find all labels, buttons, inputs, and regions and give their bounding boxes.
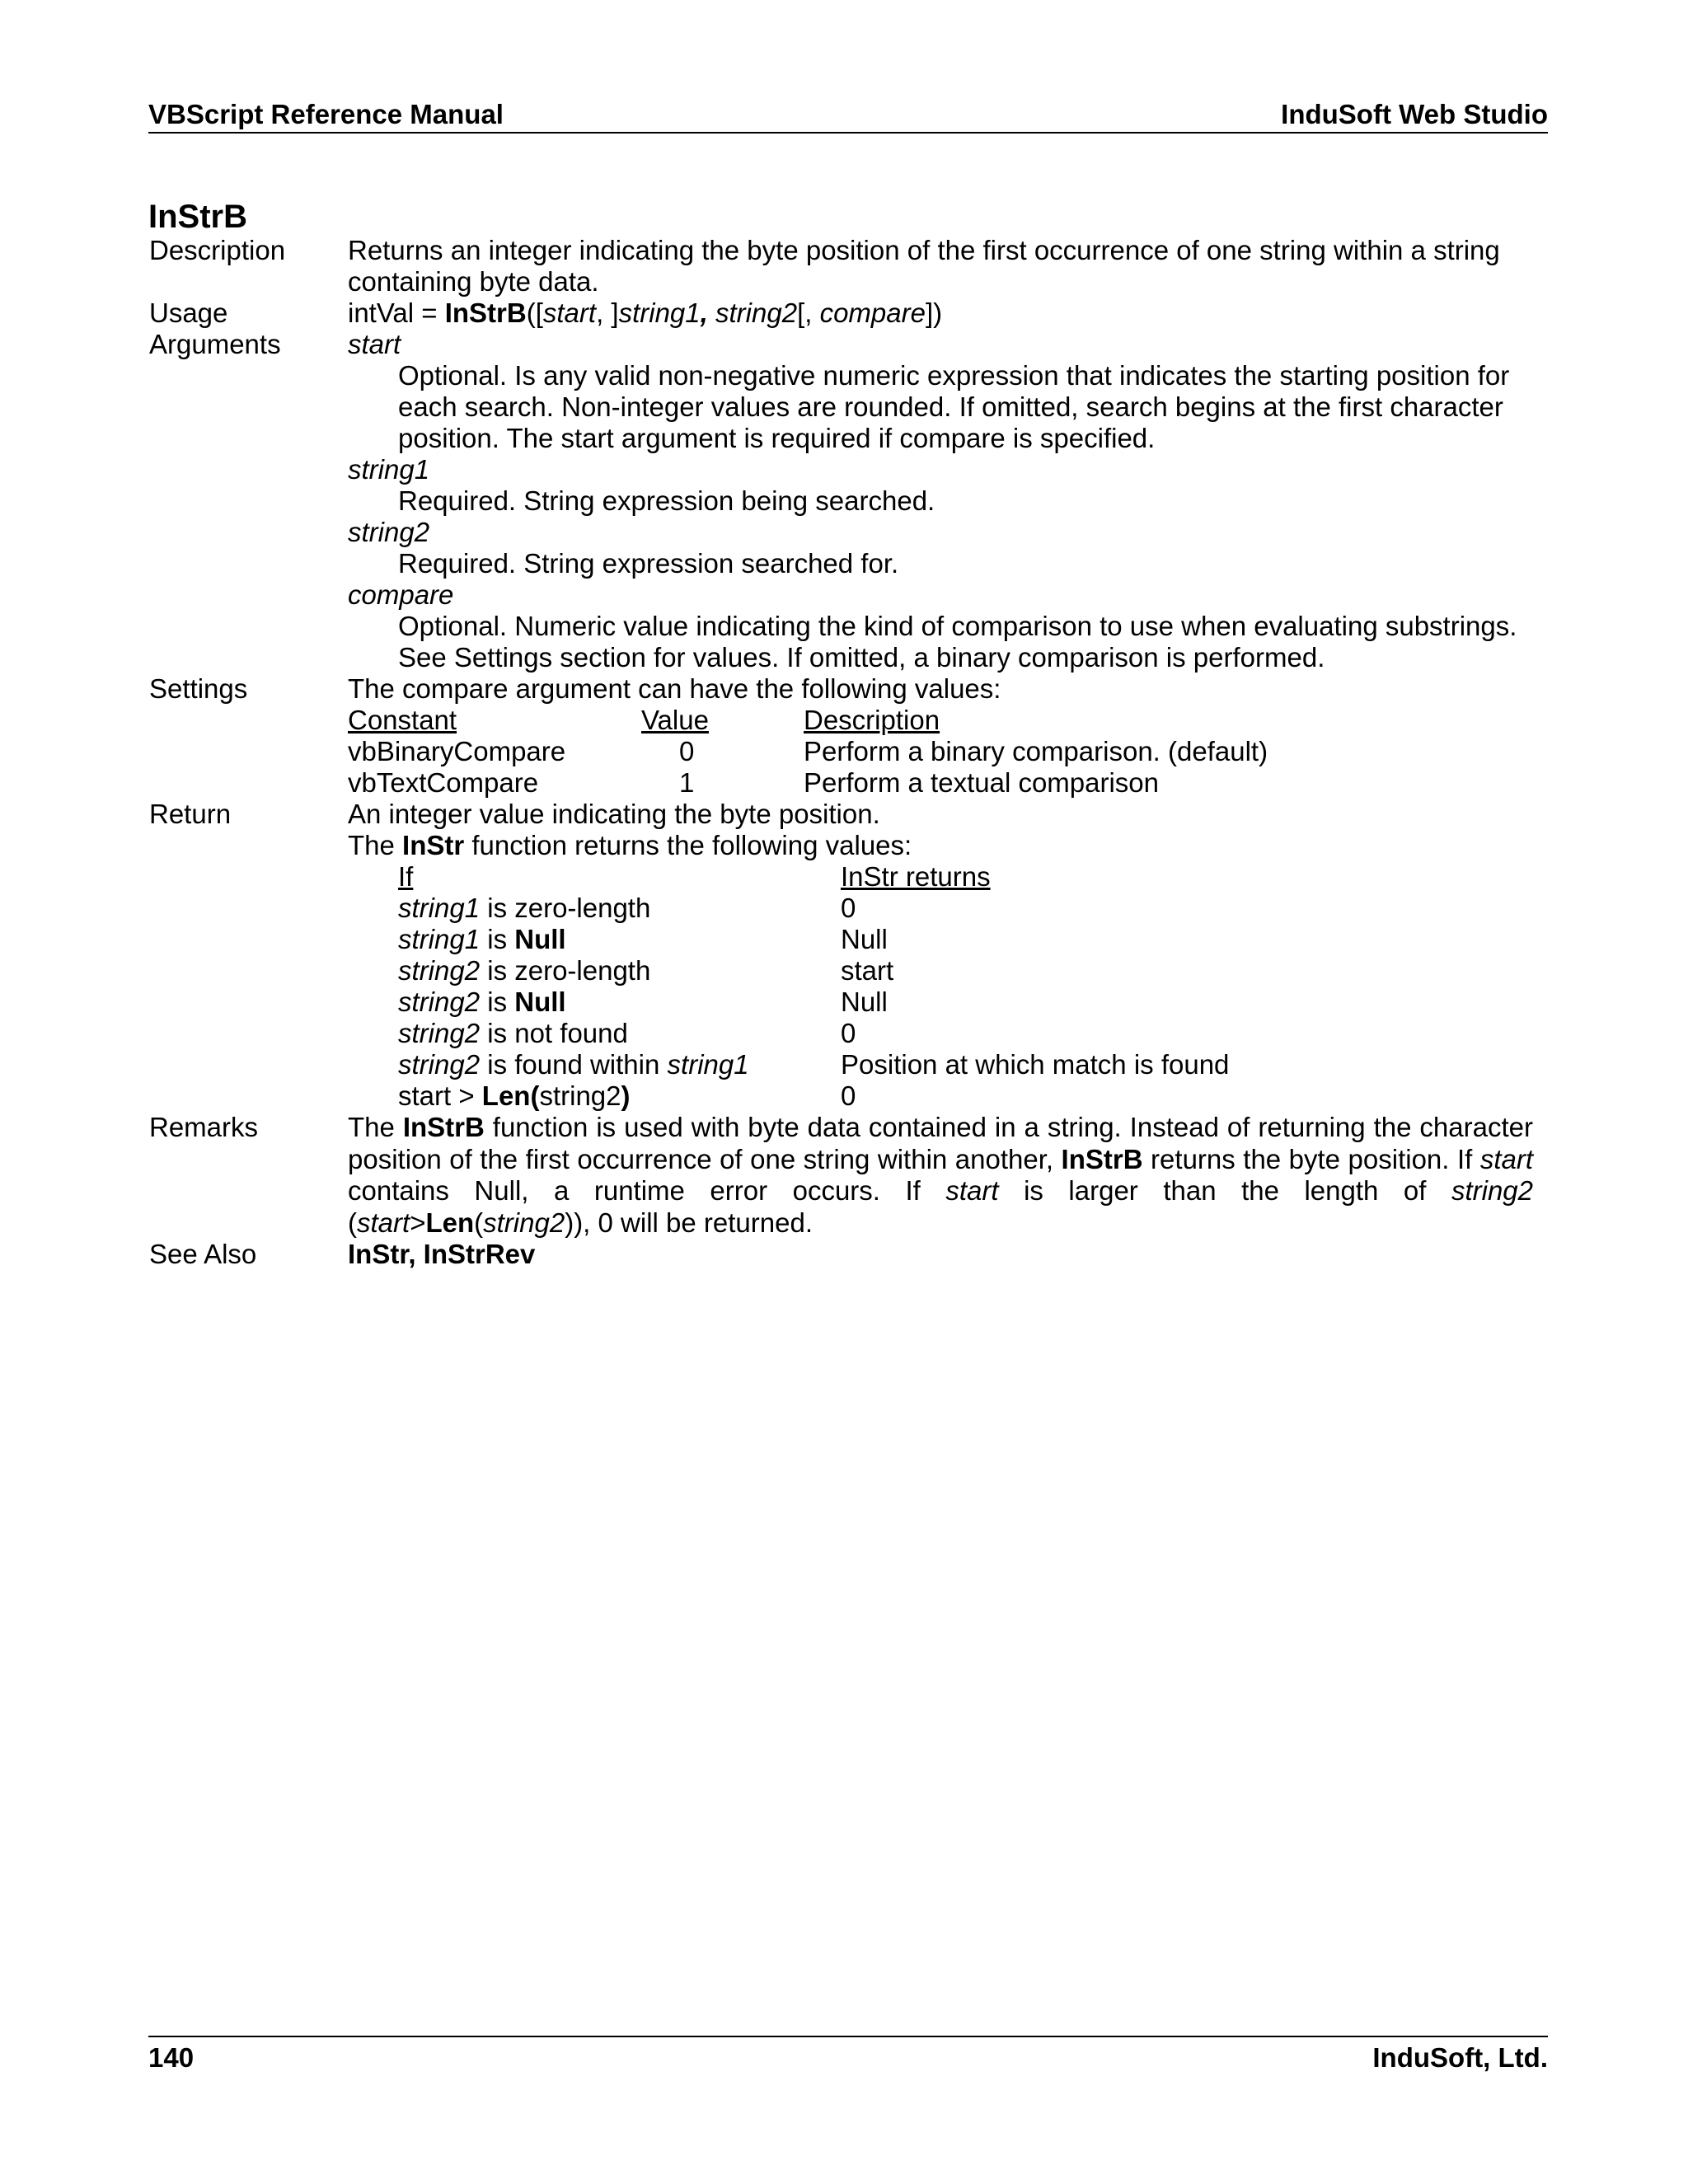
running-header-left: VBScript Reference Manual xyxy=(148,99,504,129)
see-also-links: InStr, InStrRev xyxy=(348,1239,536,1269)
return-header-result: InStr returns xyxy=(841,861,991,892)
settings-row-1-value: 0 xyxy=(679,736,695,766)
argument-compare-line-2: See Settings section for values. If omitted, a binary comparison is performed. xyxy=(398,642,1325,673)
label-see-also: See Also xyxy=(149,1239,257,1269)
header-rule xyxy=(148,132,1548,134)
label-return: Return xyxy=(149,799,232,829)
argument-name-string2: string2 xyxy=(348,517,430,547)
return-row-1-condition: string1 is zero-length xyxy=(398,893,651,923)
label-remarks: Remarks xyxy=(149,1112,259,1142)
return-row-3-result: start xyxy=(841,955,894,986)
settings-header-value: Value xyxy=(641,705,709,735)
page-number: 140 xyxy=(148,2042,195,2073)
return-row-3-condition: string2 is zero-length xyxy=(398,955,651,986)
remarks-paragraph: The InStrB function is used with byte data contained in a string. Instead of returning the character position of the first occurrence of one string within another, InStrB returns the byte position. If start contains Null, a runtime error occurs. If start is larger than the length of string2 (start>Len(string2)), 0 will be returned. xyxy=(348,1112,1534,1238)
argument-name-compare: compare xyxy=(348,579,454,610)
return-header-if: If xyxy=(398,861,414,892)
return-row-6-result: Position at which match is found xyxy=(841,1049,1230,1080)
settings-intro: The compare argument can have the following values: xyxy=(348,673,1001,704)
argument-start-line-2: each search. Non-integer values are rounded. If omitted, search begins at the first character xyxy=(398,391,1503,422)
argument-string2-line-1: Required. String expression searched for. xyxy=(398,548,899,579)
return-line-2: The InStr function returns the following values: xyxy=(348,830,912,860)
return-row-6-condition: string2 is found within string1 xyxy=(398,1049,749,1080)
argument-name-string1: string1 xyxy=(348,454,430,485)
settings-row-2-description: Perform a textual comparison xyxy=(804,767,1160,798)
return-row-4-result: Null xyxy=(841,987,888,1017)
usage-syntax: intVal = InStrB([start, ]string1, string2[, compare]) xyxy=(348,298,943,328)
argument-compare-line-1: Optional. Numeric value indicating the kind of comparison to use when evaluating substrings. xyxy=(398,611,1517,641)
description-line-1: Returns an integer indicating the byte position of the first occurrence of one string within a string xyxy=(348,235,1500,265)
settings-row-1-description: Perform a binary comparison. (default) xyxy=(804,736,1268,766)
return-row-5-result: 0 xyxy=(841,1018,856,1048)
argument-start-line-1: Optional. Is any valid non-negative numeric expression that indicates the starting position for xyxy=(398,360,1510,391)
running-header-right: InduSoft Web Studio xyxy=(1281,99,1548,129)
footer-company: InduSoft, Ltd. xyxy=(1372,2042,1548,2073)
return-row-1-result: 0 xyxy=(841,893,856,923)
argument-name-start: start xyxy=(348,329,401,359)
label-usage: Usage xyxy=(149,298,228,328)
label-description: Description xyxy=(149,235,286,265)
settings-header-constant: Constant xyxy=(348,705,457,735)
return-row-5-condition: string2 is not found xyxy=(398,1018,628,1048)
settings-row-2-constant: vbTextCompare xyxy=(348,767,539,798)
return-line-1: An integer value indicating the byte position. xyxy=(348,799,880,829)
argument-string1-line-1: Required. String expression being searched. xyxy=(398,485,935,516)
page-title: InStrB xyxy=(148,199,247,235)
settings-header-description: Description xyxy=(804,705,940,735)
return-row-7-condition: start > Len(string2) xyxy=(398,1080,631,1111)
footer-rule xyxy=(148,2036,1548,2037)
settings-row-2-value: 1 xyxy=(679,767,695,798)
return-row-4-condition: string2 is Null xyxy=(398,987,566,1017)
description-line-2: containing byte data. xyxy=(348,266,599,297)
settings-row-1-constant: vbBinaryCompare xyxy=(348,736,566,766)
return-row-2-result: Null xyxy=(841,924,888,954)
return-row-2-condition: string1 is Null xyxy=(398,924,566,954)
argument-start-line-3: position. The start argument is required if compare is specified. xyxy=(398,423,1156,453)
label-arguments: Arguments xyxy=(149,329,281,359)
return-row-7-result: 0 xyxy=(841,1080,856,1111)
label-settings: Settings xyxy=(149,673,248,704)
